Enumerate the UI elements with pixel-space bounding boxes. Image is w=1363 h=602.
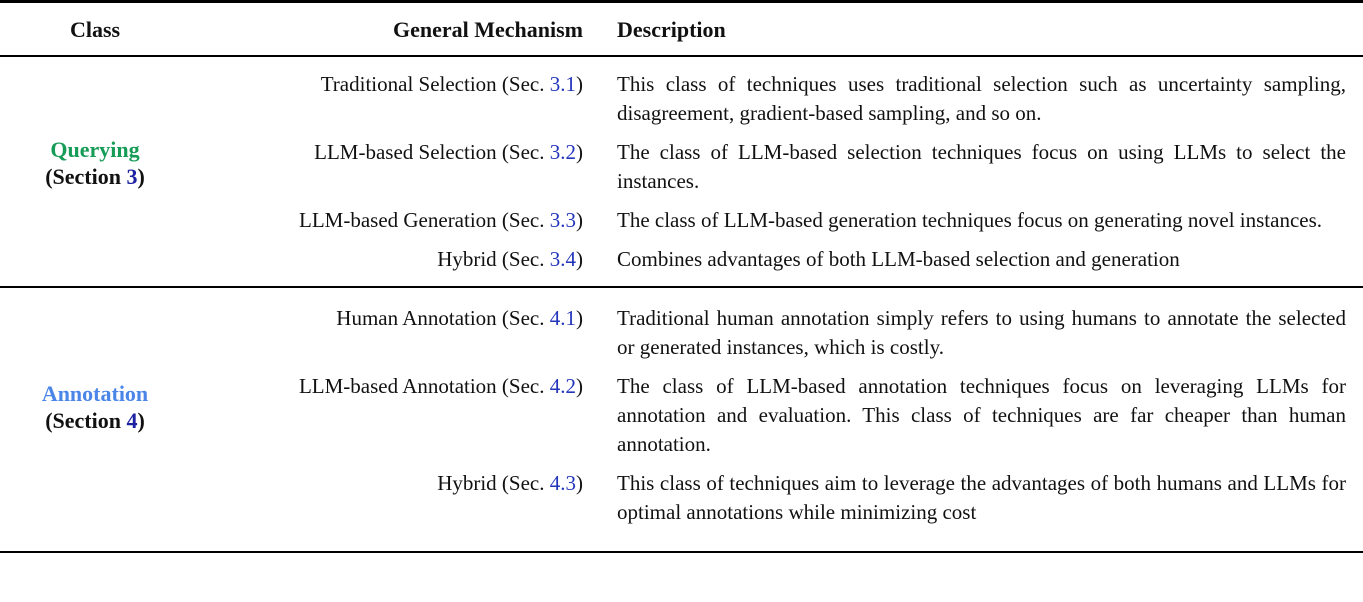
description-cell: The class of LLM-based annotation techniques focus on leveraging LLMs for annotation and evaluation. This class of techniques are far cheaper than human annotation.	[617, 374, 1346, 456]
mechanism-label: Hybrid (Sec.	[437, 471, 550, 495]
description-cell: Combines advantages of both LLM-based selection and generation	[617, 247, 1180, 271]
section-ref-link[interactable]: 4.1	[549, 306, 576, 330]
mechanism-label: LLM-based Generation (Sec.	[299, 208, 550, 232]
mechanism-cell	[190, 469, 583, 527]
header-class: Class	[69, 17, 121, 42]
mechanism-label-suffix: )	[576, 208, 583, 232]
description-cell: This class of techniques uses traditional selection such as uncertainty sampling, disagreement, gradient-based sampling, and so on.	[617, 72, 1346, 125]
description-cell: Traditional human annotation simply refers to using humans to annotate the selected or generated instances, which is costly.	[617, 306, 1346, 359]
section-ref-link[interactable]: 3.2	[549, 140, 576, 164]
description-cell: The class of LLM-based selection techniques focus on using LLMs to select the instances.	[617, 140, 1346, 193]
table-row	[190, 245, 1363, 274]
class-section-querying	[45, 163, 145, 190]
section-ref-link[interactable]: 3.4	[549, 247, 576, 271]
table-row	[190, 70, 1363, 128]
class-name-querying: Querying	[50, 137, 140, 162]
mechanism-cell	[190, 70, 583, 128]
mechanism-label: LLM-based Annotation (Sec.	[298, 374, 550, 398]
table-row	[190, 138, 1363, 196]
mechanism-label: Traditional Selection (Sec.	[320, 72, 550, 96]
mechanism-label: LLM-based Selection (Sec.	[314, 140, 550, 164]
description-cell: This class of techniques aim to leverage the advantages of both humans and LLMs for optimal annotations while minimizing cost	[617, 471, 1346, 524]
section-ref-link[interactable]: 4.3	[549, 471, 576, 495]
group-annotation	[0, 288, 1363, 551]
class-section-annotation	[45, 407, 145, 434]
mechanism-cell	[190, 245, 583, 274]
mechanism-cell	[190, 372, 583, 459]
class-cell-querying	[0, 70, 190, 274]
table-row	[190, 469, 1363, 527]
mechanism-label-suffix: )	[576, 374, 583, 398]
section-ref-link[interactable]: 3.3	[549, 208, 576, 232]
section-ref-link[interactable]: 3.1	[549, 72, 576, 96]
mechanism-label: Hybrid (Sec.	[437, 247, 550, 271]
mechanism-label-suffix: )	[576, 140, 583, 164]
group-querying	[0, 57, 1363, 286]
class-section-close: )	[137, 164, 145, 189]
header-description: Description	[617, 17, 726, 42]
table-row	[190, 206, 1363, 235]
mechanism-cell	[190, 304, 583, 362]
mechanism-label-suffix: )	[576, 306, 583, 330]
header-general-mechanism: General Mechanism	[392, 17, 583, 42]
class-section-open: (Section	[45, 164, 127, 189]
class-section-open: (Section	[45, 407, 127, 433]
table-header-row	[0, 3, 1363, 55]
class-section-close: )	[137, 407, 145, 433]
table-row	[190, 372, 1363, 459]
section-4-link[interactable]: 4	[126, 407, 138, 433]
class-cell-annotation	[0, 304, 190, 527]
mechanism-cell	[190, 138, 583, 196]
section-ref-link[interactable]: 4.2	[549, 374, 576, 398]
table-bottom-rule	[0, 551, 1363, 553]
group-querying-rows	[190, 70, 1363, 274]
class-name-annotation: Annotation	[41, 380, 149, 406]
mechanism-label: Human Annotation (Sec.	[336, 306, 550, 330]
mechanism-label-suffix: )	[576, 471, 583, 495]
mechanism-label-suffix: )	[576, 72, 583, 96]
description-cell: The class of LLM-based generation techniques focus on generating novel instances.	[617, 208, 1323, 232]
mechanism-cell	[190, 206, 583, 235]
mechanism-label-suffix: )	[576, 247, 583, 271]
group-annotation-rows	[190, 304, 1363, 527]
table-row	[190, 304, 1363, 362]
section-3-link[interactable]: 3	[126, 164, 138, 189]
